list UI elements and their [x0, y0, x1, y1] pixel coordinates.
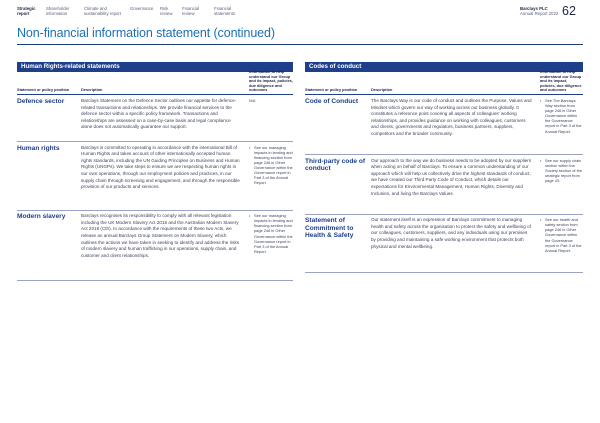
nav-governance[interactable]: Governance — [130, 6, 154, 11]
company-block — [520, 6, 558, 16]
col-info-header: Information to help understand our Group and its impact, policies, due diligence and outcomes — [249, 69, 293, 93]
col-info-header: Information to help understand our Group and its impact, policies, due diligence and outcomes — [540, 69, 582, 93]
row-description: The Barclays Way is our code of conduct and outlines the Purpose, Values and Mindset which govern our way of working across our business globally. It constitutes a reference point covering all aspects of colleagues' working relationships, and provides guidance on working with colleagues, customers and clients, governments and regulators, business partners, suppliers, competitors and the broader community. — [371, 98, 532, 136]
row-title: Modern slavery — [17, 213, 66, 221]
column-headers — [305, 69, 583, 94]
row-description: Barclays Statement on the Defence Sector outlines our appetite for defence-related transactions and relationships. We provide financial services to the defence sector within a specific policy framework. Transactions and relationships are assessed on a case-by-case basis and legal compliance alone does not automatically guarantee our support. — [81, 98, 237, 130]
page-number: 62 — [562, 4, 576, 18]
row-title: Defence sector — [17, 98, 65, 105]
row-title: Code of Conduct — [305, 98, 359, 105]
table-row — [17, 95, 293, 141]
column-headers — [17, 69, 293, 94]
section-header: Codes of conduct — [305, 62, 583, 72]
row-description: Our approach to the way we do business needs to be adopted by our suppliers when acting on behalf of Barclays. To ensure a common understanding of our approach which will help us collectively drive the highest standards of conduct, we have created our Third Party Code of Conduct, which details our expectations for Environmental Management, Human Rights, Diversity and Inclusion, and living the Barclays Values. — [371, 157, 532, 196]
table-row — [17, 142, 293, 210]
col-statement-header: Statement or policy position — [17, 87, 70, 93]
report-name: Annual Report 2022 — [520, 11, 559, 17]
row-info: • See The Barclays Way section from page 246 in Other Governance within the Governance report in Part 3 of the Annual Report. — [540, 98, 583, 134]
title-divider — [17, 44, 583, 45]
col-description-header: Description — [81, 87, 103, 93]
nav-risk-review[interactable]: Risk review — [160, 6, 173, 17]
col-statement-header: Statement or policy position — [305, 87, 358, 93]
row-description: Barclays recognises its responsibility to comply with all relevant legislation including the UK Modern Slavery Act 2015 and the Australian Modern Slavery Act 2018 (Cth). In accordance with the requirements of these two Acts, we release an annual Barclays Group Statement on Modern Slavery, which outlines the actions we have taken in seeking to identify and address the risks of modern slavery and human trafficking in our operations, supply chain, and customer and client relationships. — [81, 213, 240, 258]
section-header: Human Rights-related statements — [17, 62, 293, 72]
page-title: Non-financial information statement (continued) — [17, 26, 275, 40]
row-title: Human rights — [17, 144, 60, 152]
codes-of-conduct-section — [305, 62, 583, 273]
nav-shareholder-information[interactable]: Shareholder information — [46, 6, 70, 17]
table-row — [305, 155, 583, 214]
row-info: • See our health and safety section from page 246 in Other Governance within the Governance report in Part 3 of the Annual Report. — [540, 217, 583, 253]
row-info: N/A — [249, 98, 256, 103]
row-info: • See our supply chain section within the Society section of the strategic report from page 43. — [540, 158, 583, 183]
top-navigation — [17, 6, 583, 28]
row-info: • See our managing impacts in lending and financing section from page 246 in Other Governance within the Governance report in Part 3 of the Annual Report. — [249, 145, 293, 186]
table-row — [305, 95, 583, 154]
row-title: Third-party code of conduct — [305, 157, 366, 172]
human-rights-section — [17, 62, 293, 281]
company-name: Barclays PLC — [520, 6, 548, 11]
nav-financial-review[interactable]: Financial review — [182, 6, 200, 17]
row-title: Statement of Commitment to Health & Safety — [305, 217, 354, 239]
nav-strategic-report[interactable]: Strategic report — [17, 6, 36, 17]
nav-financial-statements[interactable]: Financial statements — [214, 6, 236, 17]
table-row — [17, 210, 293, 280]
table-row — [305, 214, 583, 272]
row-description: Barclays is committed to operating in accordance with the international Bill of Human Rights and takes account of other internationally accepted human rights standards, including the UN Guiding Principles on Business and Human Rights (UNGPs). We take steps to ensure we are respecting human rights in our own operations, through our employment policies and practices, in our supply chain through screening and engagement, and through the responsible provision of our products and services. — [81, 144, 240, 190]
row-divider — [305, 272, 583, 273]
nav-climate-sustainability-report[interactable]: Climate and sustainability report — [84, 6, 122, 17]
row-divider — [17, 280, 293, 281]
row-description: Our statement itself is an expression of Barclays commitment to managing health and safety across the organisation to protect the safety and wellbeing of our colleagues, customers, suppliers, and any individuals using our premises by providing and maintaining a safe working environment that protects both physical and mental wellbeing. — [371, 217, 531, 249]
row-info: • See our managing impacts in lending and financing section from page 246 in Other Governance within the Governance report in Part 3 of the Annual Report. — [249, 213, 293, 254]
col-description-header: Description — [371, 87, 393, 93]
